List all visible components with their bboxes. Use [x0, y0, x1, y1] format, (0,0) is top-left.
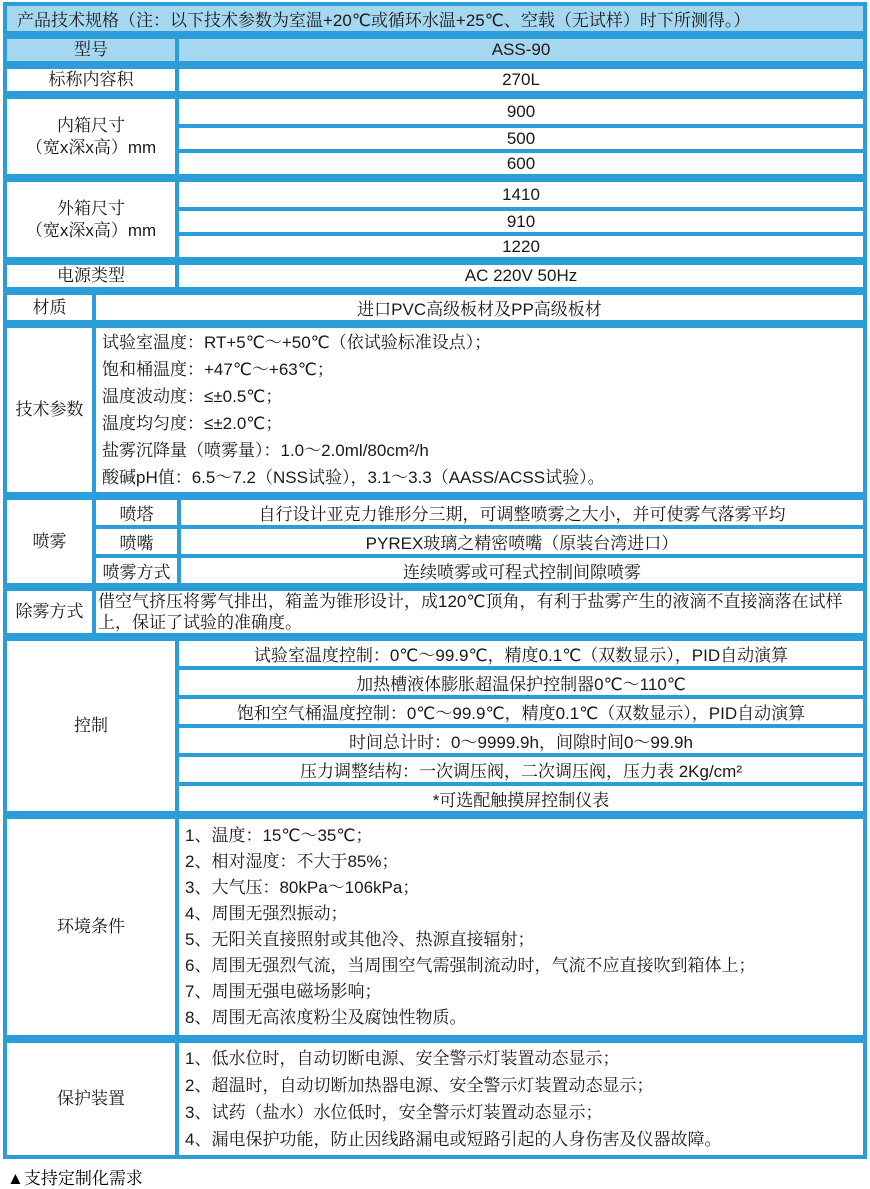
- tech-param-line: 温度波动度：≤±0.5℃；: [102, 387, 283, 406]
- tech-params-lines: [96, 328, 863, 492]
- protection-line: 2、超温时，自动切断加热器电源、安全警示灯装置动态显示；: [185, 1076, 654, 1095]
- control-timer: 时间总计时：0～9999.9h，间隙时间0～99.9h: [179, 724, 863, 753]
- inner-size-label-line2: （宽x深x高）mm: [25, 137, 157, 157]
- row-outer-size: [3, 178, 867, 261]
- material-value: 进口PVC高级板材及PP高级板材: [357, 300, 602, 319]
- power-value: AC 220V 50Hz: [464, 266, 578, 285]
- control-pressure: 压力调整结构：一次调压阀，二次调压阀，压力表 2Kg/cm²: [179, 753, 863, 782]
- protection-line: 1、低水位时，自动切断电源、安全警示灯装置动态显示；: [185, 1049, 620, 1068]
- environment-line: 3、大气压：80kPa～106kPa；: [185, 878, 420, 897]
- inner-size-depth-value: 500: [179, 124, 863, 149]
- outer-size-label: [7, 182, 179, 257]
- volume-value: 270L: [502, 70, 540, 89]
- row-volume: [3, 65, 867, 95]
- model-label: 型号: [7, 39, 179, 61]
- row-model: [3, 35, 867, 65]
- spray-mode-value: 连续喷雾或可程式控制间隙喷雾: [403, 563, 641, 582]
- material-label: 材质: [7, 295, 96, 320]
- environment-lines: [179, 819, 863, 1035]
- inner-size-label: [7, 99, 179, 174]
- row-power: [3, 261, 867, 291]
- spray-tower-value: 自行设计亚克力锥形分三期，可调整喷雾之大小，并可使雾气落雾平均: [258, 505, 786, 524]
- control-label: 控制: [7, 641, 179, 811]
- control-rows: [179, 641, 863, 811]
- spray-nozzle-row: [96, 525, 863, 554]
- tech-param-line: 温度均匀度：≤±2.0℃；: [102, 414, 283, 433]
- inner-size-label-line1: 内箱尺寸: [57, 115, 125, 135]
- row-defog: [3, 587, 867, 637]
- volume-label: 标称内容积: [7, 69, 179, 91]
- environment-line: 6、周围无强烈气流，当周围空气需强制流动时，气流不应直接吹到箱体上；: [185, 956, 756, 975]
- row-spray: [3, 496, 867, 587]
- outer-size-label-line2: （宽x深x高）mm: [25, 220, 157, 240]
- spray-tower-label: 喷塔: [96, 500, 181, 525]
- outer-size-width-value: 1410: [502, 184, 540, 204]
- inner-size-height-value: 600: [179, 149, 863, 174]
- tech-params-label: 技术参数: [7, 328, 96, 492]
- environment-line: 5、无阳关直接照射或其他冷、热源直接辐射；: [185, 930, 535, 949]
- environment-line: 1、温度：15℃～35℃；: [185, 826, 373, 845]
- row-protection: [3, 1039, 867, 1159]
- control-chamber-temp: 试验室温度控制：0℃～99.9℃，精度0.1℃（双数显示），PID自动演算: [253, 646, 789, 665]
- page-title: 产品技术规格（注：以下技术参数为室温+20℃或循环水温+25℃、空载（无试样）时下所测得。）: [17, 11, 751, 30]
- control-touchscreen-option: *可选配触摸屏控制仪表: [179, 782, 863, 811]
- spray-mode-row: [96, 554, 863, 583]
- tech-param-line: 酸碱pH值：6.5～7.2（NSS试验），3.1～3.3（AASS/ACSS试验）。: [102, 468, 605, 487]
- outer-size-values: [179, 182, 863, 257]
- environment-line: 2、相对湿度：不大于85%；: [185, 852, 399, 871]
- row-control: [3, 637, 867, 815]
- tech-param-line: 饱和桶温度：+47℃～+63℃；: [102, 360, 334, 379]
- environment-line: 7、周围无强电磁场影响；: [185, 982, 382, 1001]
- control-saturator-temp: 饱和空气桶温度控制：0℃～99.9℃，精度0.1℃（双数显示），PID自动演算: [179, 695, 863, 724]
- protection-line: 3、试药（盐水）水位低时，安全警示灯装置动态显示；: [185, 1103, 603, 1122]
- spray-rows: [96, 500, 863, 583]
- custom-support-note: ▲支持定制化需求: [7, 1169, 143, 1188]
- tech-param-line: 盐雾沉降量（喷雾量）：1.0～2.0ml/80cm²/h: [102, 441, 429, 460]
- spray-mode-label: 喷雾方式: [96, 558, 181, 583]
- defog-value: [96, 591, 863, 633]
- inner-size-width-value: 900: [506, 101, 536, 121]
- outer-size-label-line1: 外箱尺寸: [57, 198, 125, 218]
- spray-nozzle-label: 喷嘴: [96, 529, 181, 554]
- environment-line: 4、周围无强烈振动；: [185, 904, 348, 923]
- defog-value-text: 借空气挤压将雾气排出，箱盖为锥形设计，成120℃顶角，有利于盐雾产生的液滴不直接滴落在试样上，保证了试验的准确度。: [98, 592, 843, 632]
- protection-label: 保护装置: [7, 1043, 179, 1155]
- spray-label: 喷雾: [7, 500, 96, 583]
- row-inner-size: [3, 95, 867, 178]
- row-environment: [3, 815, 867, 1039]
- row-material: [3, 291, 867, 324]
- tech-param-line: 试验室温度：RT+5℃～+50℃（依试验标准设点）；: [102, 333, 492, 352]
- table-header-row: [3, 2, 867, 35]
- row-tech-params: [3, 324, 867, 496]
- outer-size-height-value: 1220: [179, 232, 863, 257]
- control-overtemp-protector: 加热槽液体膨胀超温保护控制器0℃～110℃: [179, 666, 863, 695]
- environment-line: 8、周围无高浓度粉尘及腐蚀性物质。: [185, 1008, 467, 1027]
- outer-size-depth-value: 910: [179, 207, 863, 232]
- defog-label: 除雾方式: [7, 591, 96, 633]
- spray-tower-row: [96, 500, 863, 525]
- environment-label: 环境条件: [7, 819, 179, 1035]
- inner-size-values: [179, 99, 863, 174]
- protection-lines: [179, 1043, 863, 1155]
- model-value: ASS-90: [491, 40, 551, 59]
- protection-line: 4、漏电保护功能，防止因线路漏电或短路引起的人身伤害及仪器故障。: [185, 1130, 722, 1149]
- power-label: 电源类型: [7, 265, 179, 287]
- spray-nozzle-value: PYREX玻璃之精密喷嘴（原装台湾进口）: [365, 534, 679, 553]
